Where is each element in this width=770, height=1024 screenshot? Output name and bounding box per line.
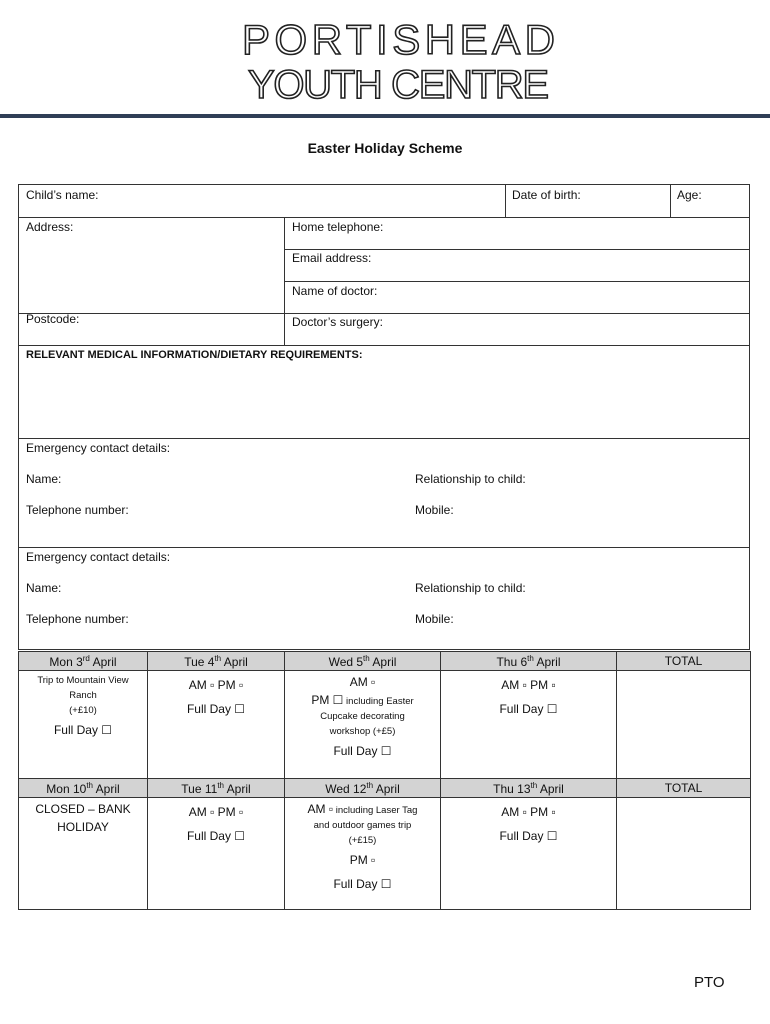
thu-13-cell [441, 798, 617, 910]
schedule-table [18, 651, 751, 910]
svg-text:PORTISHEAD: PORTISHEAD [242, 16, 554, 63]
name-of-doctor-field[interactable]: Name of doctor: [292, 284, 378, 298]
tue-11-cell [148, 798, 285, 910]
header-mon-3: Mon 3rd April [19, 652, 148, 671]
wed-12-full-day-checkbox[interactable]: Full Day ☐ [333, 877, 392, 891]
mon-10-cell: CLOSED – BANK HOLIDAY [19, 798, 148, 910]
total-2-cell[interactable] [617, 798, 751, 910]
header-wed-12: Wed 12th April [285, 779, 441, 798]
emergency-1-telephone-field[interactable]: Telephone number: [26, 503, 129, 517]
header-tue-4: Tue 4th April [148, 652, 285, 671]
postcode-field[interactable]: Postcode: [26, 312, 80, 326]
tue-4-full-day-checkbox[interactable]: Full Day ☐ [186, 702, 246, 716]
week-2-header-row [19, 779, 751, 798]
total-1-cell[interactable] [617, 671, 751, 779]
header-tue-11: Tue 11th April [148, 779, 285, 798]
email-address-field[interactable]: Email address: [292, 251, 372, 265]
address-field[interactable]: Address: [26, 220, 74, 234]
medical-information-field[interactable]: RELEVANT MEDICAL INFORMATION/DIETARY REQUIREMENTS: [26, 349, 363, 361]
thu-13-full-day-checkbox[interactable]: Full Day ☐ [499, 829, 558, 843]
wed-5-am-checkbox[interactable]: AM ▫ [349, 675, 376, 689]
wed-12-am-option[interactable]: AM ▫ including Laser Tag [307, 802, 418, 816]
home-telephone-field[interactable]: Home telephone: [292, 220, 384, 234]
wed-5-full-day-checkbox[interactable]: Full Day ☐ [333, 744, 392, 758]
age-field[interactable]: Age: [677, 188, 702, 202]
header-total-1: TOTAL [617, 652, 751, 671]
header-divider [0, 114, 770, 118]
mon-3-full-day-checkbox[interactable]: Full Day ☐ [53, 723, 113, 737]
tue-11-full-day-checkbox[interactable]: Full Day ☐ [186, 829, 246, 843]
emergency-1-name-field[interactable]: Name: [26, 472, 62, 486]
wed-5-cell: AM ▫ PM ☐ including Easter Cupcake decorating workshop (+£5) Full Day ☐ [285, 671, 441, 779]
week-1-header-row [19, 652, 751, 671]
week-1-row [19, 671, 751, 779]
emergency-contact-2-heading: Emergency contact details: [26, 550, 171, 564]
emergency-1-relationship-field[interactable]: Relationship to child: [415, 472, 526, 486]
week-2-row [19, 798, 751, 910]
header-wed-5: Wed 5th April [285, 652, 441, 671]
emergency-2-telephone-field[interactable]: Telephone number: [26, 612, 129, 626]
registration-form [18, 184, 750, 650]
emergency-1-mobile-field[interactable]: Mobile: [415, 503, 454, 517]
thu-6-cell [441, 671, 617, 779]
header-thu-6: Thu 6th April [441, 652, 617, 671]
emergency-2-mobile-field[interactable]: Mobile: [415, 612, 454, 626]
mon-3-cell: Trip to Mountain View Ranch (+£10) Full Day ☐ [19, 671, 148, 779]
tue-4-am-pm-checkboxes[interactable]: AM ▫ PM ▫ [188, 678, 244, 692]
tue-11-am-pm-checkboxes[interactable]: AM ▫ PM ▫ [188, 805, 244, 819]
date-of-birth-field[interactable]: Date of birth: [512, 188, 581, 202]
page-title: Easter Holiday Scheme [307, 140, 463, 156]
header-mon-10: Mon 10th April [19, 779, 148, 798]
emergency-2-name-field[interactable]: Name: [26, 581, 62, 595]
thu-6-am-pm-checkboxes[interactable]: AM ▫ PM ▫ [501, 678, 556, 692]
wed-12-pm-checkbox[interactable]: PM ▫ [349, 853, 376, 867]
childs-name-field[interactable]: Child’s name: [26, 188, 99, 202]
portishead-youth-centre-logo [238, 14, 558, 104]
wed-12-cell: AM ▫ including Laser Tag and outdoor games trip (+£15) PM ▫ Full Day ☐ [285, 798, 441, 910]
tue-4-cell [148, 671, 285, 779]
svg-text:YOUTH CENTRE: YOUTH CENTRE [248, 63, 548, 104]
emergency-contact-1-heading: Emergency contact details: [26, 441, 171, 455]
wed-5-pm-option[interactable]: PM ☐ including Easter [311, 693, 414, 707]
thu-13-am-pm-checkboxes[interactable]: AM ▫ PM ▫ [501, 805, 556, 819]
pto-label: PTO [694, 974, 725, 991]
emergency-2-relationship-field[interactable]: Relationship to child: [415, 581, 526, 595]
doctors-surgery-field[interactable]: Doctor’s surgery: [292, 315, 383, 329]
thu-6-full-day-checkbox[interactable]: Full Day ☐ [499, 702, 558, 716]
header-thu-13: Thu 13th April [441, 779, 617, 798]
header-total-2: TOTAL [617, 779, 751, 798]
